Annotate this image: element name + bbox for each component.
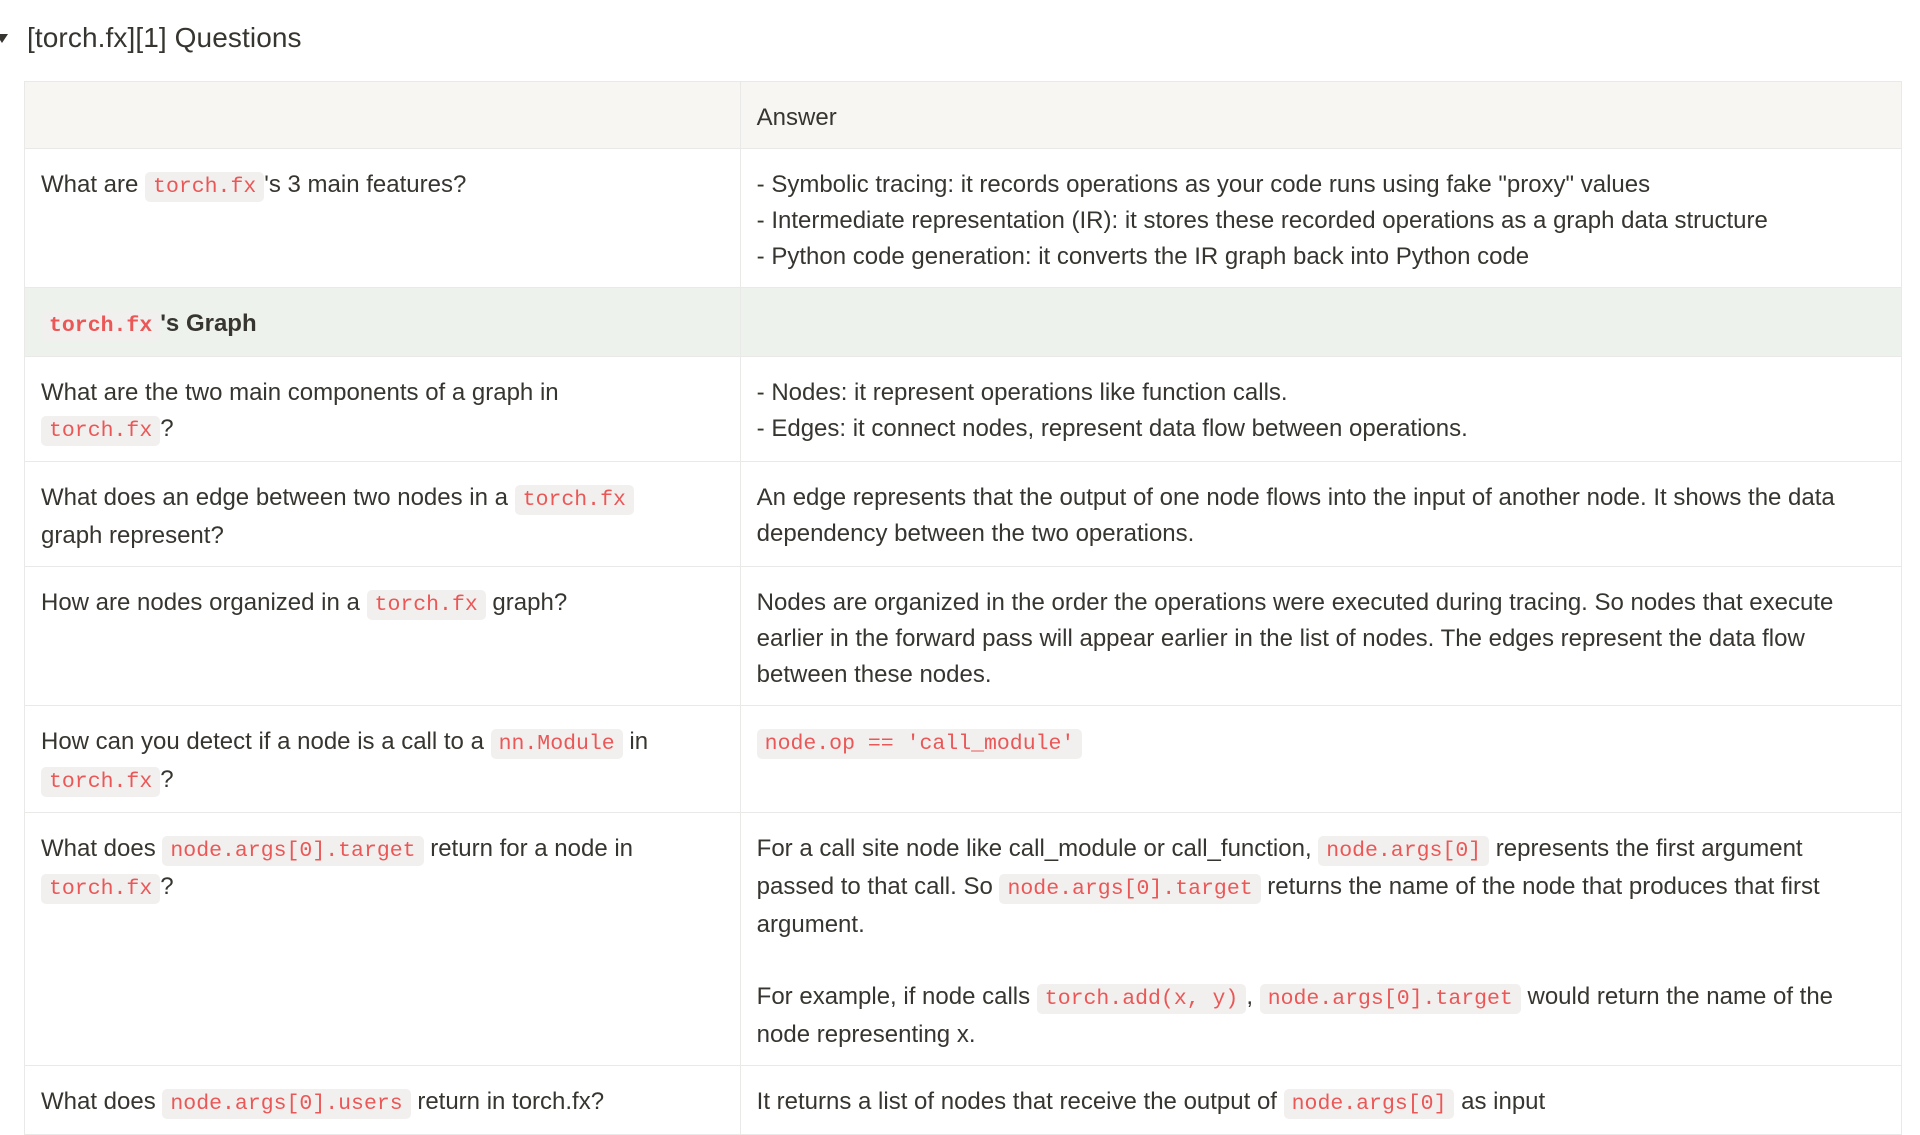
table-row — [25, 462, 1902, 567]
paragraph-gap — [757, 943, 1885, 979]
section-row — [25, 288, 1902, 357]
answer-cell[interactable]: An edge represents that the output of one node flows into the input of another node. It shows the data dependency between the two operations. — [740, 462, 1901, 567]
answer-line: - Python code generation: it converts the IR graph back into Python code — [756, 243, 1530, 270]
answer-line: - Symbolic tracing: it records operations as your code runs using fake "proxy" values — [756, 171, 1651, 198]
inline-code: node.args[0].target — [1260, 984, 1521, 1014]
answer-cell[interactable] — [740, 706, 1901, 813]
question-cell[interactable]: What does node.args[0].target return for a node in torch.fx ? — [25, 813, 741, 1066]
question-cell[interactable]: How are nodes organized in a torch.fx graph? — [25, 567, 741, 706]
inline-code: node.args[0].target — [162, 836, 423, 866]
table-row — [25, 149, 1902, 288]
answer-cell[interactable]: Nodes are organized in the order the operations were executed during tracing. So nodes that execute earlier in the forward pass will appear earlier in the list of nodes. The edges represent the data flow between these nodes. — [740, 567, 1901, 706]
question-cell[interactable]: What are the two main components of a graph in torch.fx ? — [25, 357, 741, 462]
toggle-block[interactable] — [0, 18, 302, 58]
toggle-triangle-icon[interactable] — [0, 18, 12, 58]
inline-code: node.args[0].target — [999, 874, 1260, 904]
question-cell[interactable]: What are torch.fx 's 3 main features? — [25, 149, 741, 288]
toggle-title: [torch.fx][1] Questions — [27, 22, 302, 53]
table-row — [25, 357, 1902, 462]
section-title-cell[interactable]: torch.fx 's Graph — [25, 288, 741, 357]
header-cell-question[interactable] — [25, 82, 741, 149]
answer-line: - Intermediate representation (IR): it stores these recorded operations as a graph data structure — [756, 207, 1768, 234]
inline-code: torch.add(x, y) — [1037, 984, 1247, 1014]
inline-code: torch.fx — [145, 172, 264, 202]
inline-code: torch.fx — [41, 311, 160, 341]
inline-code: node.args[0].users — [162, 1089, 410, 1119]
answer-cell[interactable] — [740, 357, 1901, 462]
table-header-row — [25, 82, 1902, 149]
inline-code: torch.fx — [41, 874, 160, 904]
table-row — [25, 1066, 1902, 1135]
answer-cell[interactable]: It returns a list of nodes that receive the output of node.args[0] as input — [740, 1066, 1901, 1135]
inline-code: nn.Module — [491, 729, 623, 759]
qa-table — [24, 81, 1902, 1135]
question-cell[interactable]: What does node.args[0].users return in torch.fx? — [25, 1066, 741, 1135]
question-cell[interactable]: What does an edge between two nodes in a torch.fx graph represent? — [25, 462, 741, 567]
inline-code: torch.fx — [41, 416, 160, 446]
section-empty-cell[interactable] — [740, 288, 1901, 357]
table-row — [25, 706, 1902, 813]
answer-cell[interactable] — [740, 149, 1901, 288]
answer-line: - Edges: it connect nodes, represent data flow between operations. — [756, 415, 1468, 442]
inline-code: node.args[0] — [1318, 836, 1489, 866]
answer-cell[interactable]: For a call site node like call_module or call_function, node.args[0] represents the first argument passed to that call. So node.args[0].target returns the name of the node that produces that first argument. For example, if node calls torch.add(x, y) , node.args[0].target would return the name of the node representing x. — [740, 813, 1901, 1066]
inline-code: node.op == 'call_module' — [757, 729, 1083, 759]
table-row — [25, 567, 1902, 706]
header-cell-answer[interactable]: Answer — [740, 82, 1901, 149]
inline-code: torch.fx — [367, 590, 486, 620]
table-row — [25, 813, 1902, 1066]
inline-code: torch.fx — [515, 485, 634, 515]
inline-code: node.args[0] — [1284, 1089, 1455, 1119]
inline-code: torch.fx — [41, 767, 160, 797]
answer-line: - Nodes: it represent operations like function calls. — [756, 379, 1288, 406]
question-cell[interactable]: How can you detect if a node is a call to a nn.Module in torch.fx ? — [25, 706, 741, 813]
